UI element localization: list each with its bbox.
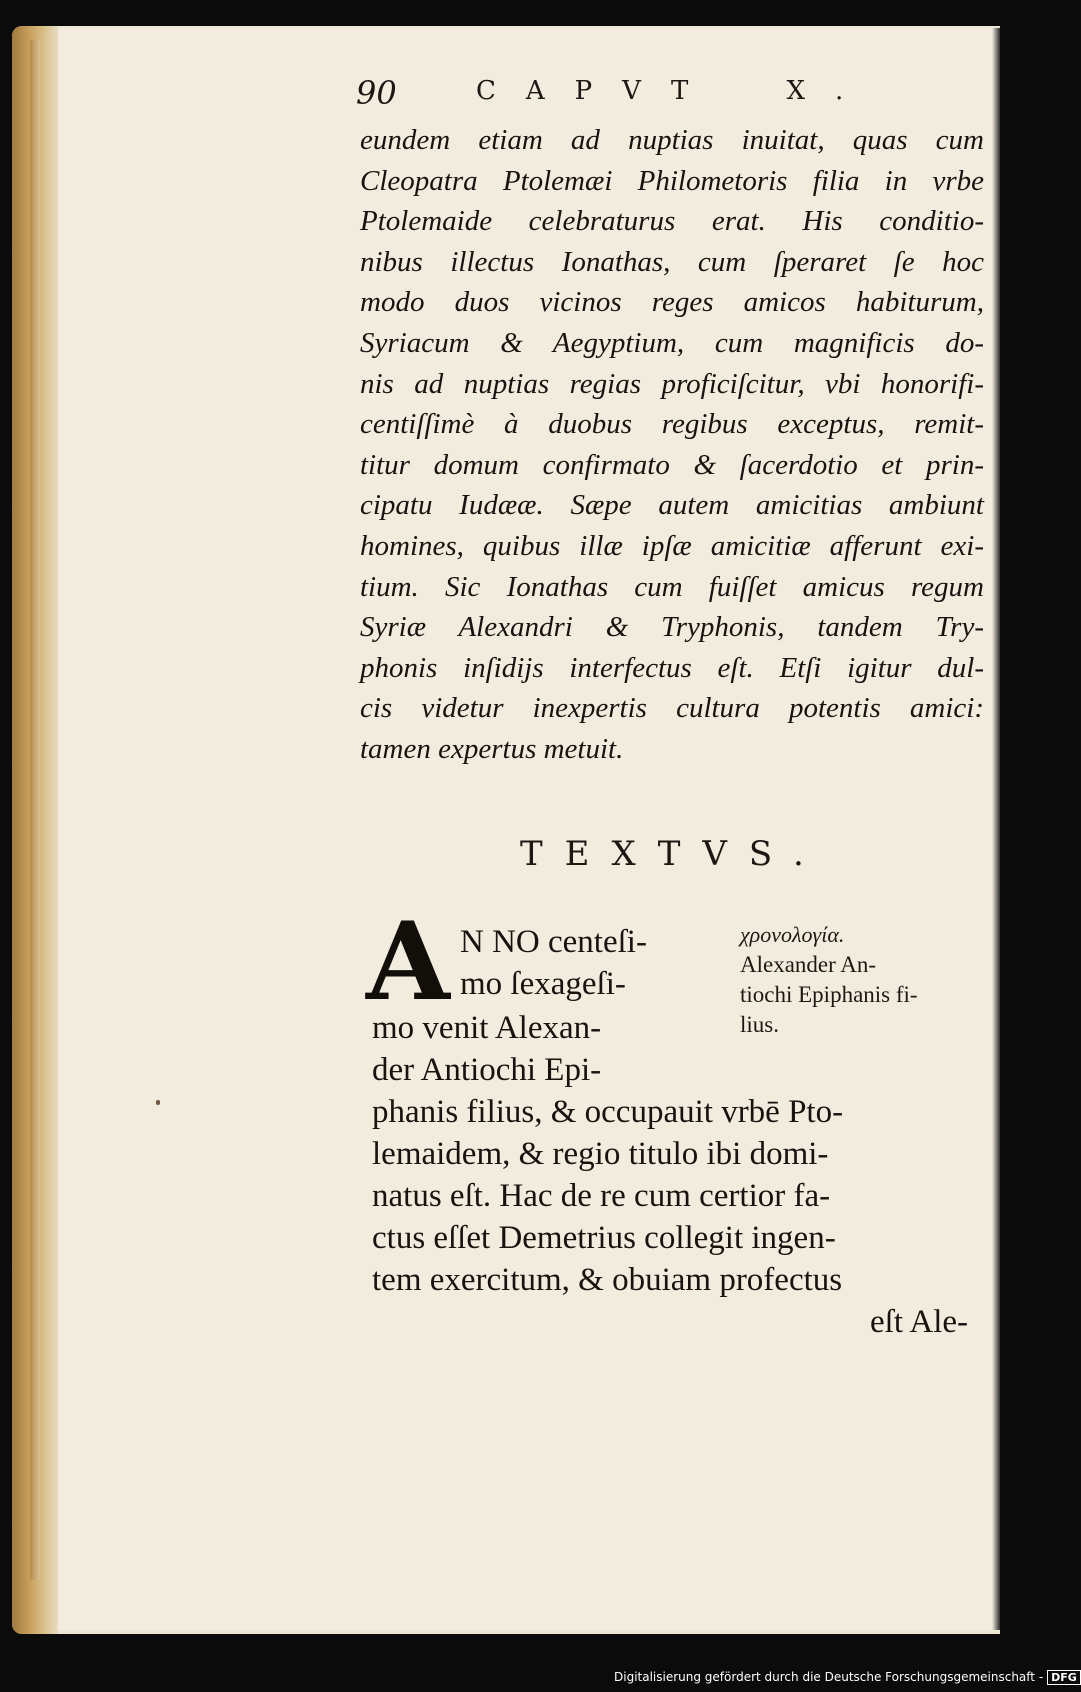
textus-line: lemaidem, & regio titulo ibi domi- (372, 1136, 829, 1172)
commentary-line: nis ad nuptias regias proficiſcitur, vbi honorifi- (360, 367, 984, 400)
dfg-logo: DFG (1047, 1670, 1081, 1685)
commentary-line: Ptolemaide celebraturus erat. His conditio- (360, 205, 984, 238)
commentary-line: Syriæ Alexandri & Tryphonis, tandem Try- (360, 611, 984, 644)
textus-catchword: eſt Ale- (870, 1304, 969, 1340)
textus-line: mo ſexageſi- (460, 966, 626, 1002)
commentary-line: cis videtur inexpertis cultura potentis amici: (360, 692, 984, 725)
commentary-line: Syriacum & Aegyptium, cum magnificis do- (360, 326, 984, 359)
marginal-greek: χρονολογία. (740, 922, 845, 947)
commentary-line: homines, quibus illæ ipſæ amicitiæ afferunt exi- (360, 529, 984, 562)
textus-line: phanis filius, & occupauit vrbē Pto- (372, 1094, 844, 1130)
commentary-line: cipatu Iudææ. Sæpe autem amicitias ambiunt (360, 489, 984, 522)
commentary-line: tamen expertus metuit. (360, 732, 624, 765)
commentary-line: nibus illectus Ionathas, cum ſperaret ſe hoc (360, 245, 984, 278)
textus-line: ctus eſſet Demetrius collegit ingen- (372, 1220, 836, 1256)
textus-line: der Antiochi Epi- (372, 1052, 602, 1088)
commentary-line: centiſſimè à duobus regibus exceptus, remit- (360, 408, 984, 441)
page-gutter-shadow (992, 28, 1000, 1630)
textus-line: natus eſt. Hac de re cum certior fa- (372, 1178, 831, 1214)
marginal-line: lius. (740, 1012, 779, 1037)
commentary-line: modo duos vicinos reges amicos habiturum, (360, 286, 984, 319)
page-header (356, 70, 896, 114)
page-number: 90 (356, 74, 397, 112)
textus-line: tem exercitum, & obuiam profectus (372, 1262, 843, 1298)
commentary-line: phonis inſidijs interfectus eſt. Etſi igitur dul- (360, 651, 984, 684)
drop-cap: A (366, 899, 450, 1025)
credit-text: Digitalisierung gefördert durch die Deutsche Forschungsgemeinschaft - (614, 1670, 1044, 1684)
commentary-line: eundem etiam ad nuptias inuitat, quas cum (360, 124, 984, 156)
textus-line: mo venit Alexan- (372, 1010, 602, 1046)
binding-fold (30, 40, 40, 1580)
marginal-line: Alexander An- (740, 952, 877, 977)
commentary-line: Cleopatra Ptolemæi Philometoris filia in vrbe (360, 164, 984, 197)
commentary-text (360, 120, 984, 770)
digitization-credit (614, 1670, 1081, 1685)
commentary-line: titur domum confirmato & ſacerdotio et prin- (360, 448, 984, 481)
commentary-line: tium. Sic Ionathas cum fuiſſet amicus regum (360, 570, 984, 603)
marginal-line: tiochi Epiphanis fi- (740, 982, 918, 1007)
textus-line: N NO centeſi- (460, 924, 647, 960)
marginal-note (740, 920, 990, 1040)
running-head: CAPVT X. (476, 76, 874, 106)
paper-speck (156, 1100, 160, 1105)
section-heading: TEXTVS. (520, 834, 826, 874)
